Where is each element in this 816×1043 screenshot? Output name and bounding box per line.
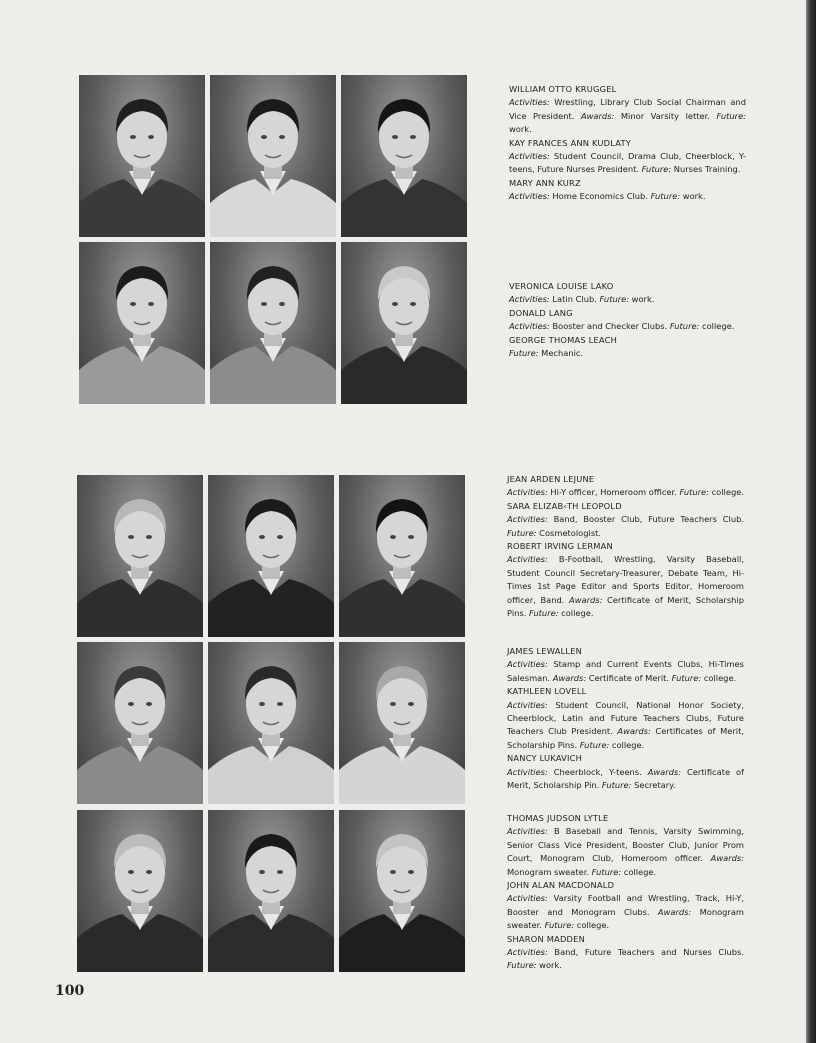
student-entry <box>507 879 744 933</box>
student-name: SHARON MADDEN <box>507 933 585 944</box>
student-entry <box>509 137 746 177</box>
detail-label: Awards: <box>569 594 603 605</box>
student-entry <box>507 812 744 879</box>
detail-label: Activities: <box>509 321 550 332</box>
detail-text: Booster and Checker Clubs. <box>549 321 670 332</box>
student-name: MARY ANN KURZ <box>509 177 581 188</box>
bio-group-3 <box>507 473 744 620</box>
student-details <box>509 347 746 360</box>
detail-label: Future: <box>591 866 622 877</box>
bio-group-2 <box>509 280 746 360</box>
student-name: WILLIAM OTTO KRUGGEL <box>509 84 617 94</box>
detail-text: Varsity Football and Wrestling, Track, Hi-Y, Booster and Monogram Clubs. <box>507 893 744 917</box>
student-name: ROBERT IRVING LERMAN <box>507 541 613 552</box>
detail-label: Future: <box>509 348 539 359</box>
detail-text: college. <box>701 672 737 683</box>
student-entry <box>507 685 744 752</box>
detail-text: Monogram sweater. <box>507 906 745 931</box>
detail-label: Activities: <box>507 826 548 837</box>
portrait-photo <box>339 642 465 804</box>
detail-label: Activities: <box>507 487 548 498</box>
student-entry <box>507 540 744 620</box>
detail-label: Future: <box>599 294 630 305</box>
detail-text: college. <box>609 739 645 750</box>
portrait-photo <box>77 475 203 637</box>
student-entry <box>507 473 744 500</box>
detail-text: Band, Booster Club, Future Teachers Club. <box>547 514 744 525</box>
bio-group-4 <box>507 645 744 792</box>
detail-label: Awards: <box>617 726 651 737</box>
student-name: THOMAS JUDSON LYTLE <box>507 813 609 823</box>
detail-text: Band, Future Teachers and Nurses Clubs. <box>547 947 744 958</box>
detail-label: Awards: <box>657 906 692 917</box>
detail-label: Activities: <box>509 151 550 162</box>
student-entry <box>507 933 744 973</box>
detail-label: Future: <box>601 780 632 791</box>
portrait-photo <box>210 242 336 404</box>
detail-label: Activities: <box>507 514 548 525</box>
detail-text: college. <box>574 920 610 931</box>
detail-text: work. <box>509 124 532 135</box>
detail-text: Student Council, Drama Club, Cheerblock, Y-teens, Future Nurses President. <box>509 151 746 175</box>
bio-group-1 <box>509 83 746 204</box>
detail-text: Certificate of Merit. <box>586 672 672 683</box>
detail-text: work. <box>680 191 706 202</box>
detail-label: Activities: <box>507 766 548 777</box>
detail-label: Future: <box>716 110 746 121</box>
detail-label: Activities: <box>507 554 548 565</box>
portrait-photo <box>208 810 334 972</box>
portrait-photo <box>341 75 467 237</box>
portrait-photo <box>208 475 334 637</box>
detail-label: Activities: <box>509 294 550 305</box>
detail-label: Activities: <box>509 97 550 108</box>
detail-label: Future: <box>579 739 610 750</box>
detail-text: college. <box>621 866 657 877</box>
student-entry <box>509 307 746 334</box>
detail-label: Activities: <box>507 893 548 904</box>
detail-text: Student Council, National Honor Society, Cheerblock, Latin and Future Teachers Clubs, Future Teachers Club President. <box>507 699 744 737</box>
detail-text: B Baseball and Tennis, Varsity Swimming, Senior Class Vice President, Booster Club, Junior Prom Court, Monogram Club, Homeroom officer. <box>507 826 744 864</box>
detail-text: work. <box>629 294 655 305</box>
portrait-photo <box>210 75 336 237</box>
detail-text: Secretary. <box>631 780 676 791</box>
portrait-photo <box>208 642 334 804</box>
detail-label: Future: <box>671 672 702 683</box>
student-details <box>509 96 746 136</box>
student-name: VERONICA LOUISE LAKO <box>509 281 614 291</box>
detail-text: Hi-Y officer, Homeroom officer. <box>547 487 680 498</box>
student-details <box>507 486 744 499</box>
portrait-photo <box>77 642 203 804</box>
detail-label: Awards: <box>647 766 682 777</box>
student-name: NANCY LUKAVICH <box>507 753 583 764</box>
student-name: DONALD LANG <box>509 307 573 318</box>
portrait-photo <box>79 242 205 404</box>
student-entry <box>507 500 744 540</box>
bio-group-5 <box>507 812 744 973</box>
student-details <box>507 553 744 620</box>
student-name: JOHN ALAN MACDONALD <box>507 880 615 891</box>
portrait-photo <box>79 75 205 237</box>
portrait-photo <box>341 242 467 404</box>
student-details <box>509 293 746 306</box>
detail-label: Future: <box>544 920 575 931</box>
detail-text: Certificate of Merit, Scholarship Pin. <box>507 766 744 791</box>
detail-text: B-Football, Wrestling, Varsity Baseball, Student Council Secretary-Treasurer, Debate Team, Hi-Times 1st Page Editor and Sports Editor, Homeroom officer, Band. <box>507 554 744 605</box>
detail-text: Home Economics Club. <box>549 191 651 202</box>
detail-text: Mechanic. <box>538 348 584 359</box>
detail-text: college. <box>708 487 744 498</box>
student-name: GEORGE THOMAS LEACH <box>509 334 618 345</box>
detail-text: Cosmetologist. <box>536 527 602 538</box>
student-details <box>509 190 746 203</box>
page-number: 100 <box>55 983 85 999</box>
student-name: SARA ELIZAB‹TH LEOPOLD <box>507 500 622 511</box>
student-entry <box>509 334 746 361</box>
detail-text: Certificates of Merit, Scholarship Pins. <box>507 726 744 750</box>
detail-text: Certificate of Merit, Scholarship Pins. <box>507 594 744 619</box>
student-name: KAY FRANCES ANN KUDLATY <box>509 137 632 148</box>
student-details <box>507 513 744 540</box>
detail-label: Activities: <box>507 699 548 710</box>
detail-label: Future: <box>507 527 537 538</box>
detail-label: Future: <box>507 960 537 971</box>
detail-label: Activities: <box>509 191 550 202</box>
student-name: JAMES LEWALLEN <box>507 646 583 656</box>
detail-text: college. <box>699 321 735 332</box>
detail-label: Activities: <box>507 659 548 670</box>
detail-text: Nurses Training. <box>671 164 741 175</box>
student-entry <box>509 177 746 204</box>
detail-label: Activities: <box>507 947 548 958</box>
student-details <box>507 825 744 879</box>
student-details <box>507 946 744 973</box>
student-details <box>507 699 744 753</box>
student-details <box>507 766 744 793</box>
detail-label: Awards: <box>552 672 587 683</box>
student-entry <box>509 83 746 137</box>
student-entry <box>507 645 744 685</box>
detail-text: Cheerblock, Y-teens. <box>547 766 648 777</box>
detail-label: Future: <box>641 164 672 175</box>
detail-text: work. <box>536 960 562 971</box>
detail-label: Future: <box>650 191 681 202</box>
detail-label: Awards: <box>580 110 615 121</box>
student-name: KATHLEEN LOVELL <box>507 686 587 697</box>
detail-text: college. <box>558 608 594 619</box>
detail-text: Stamp and Current Events Clubs, Hi-Times Salesman. <box>507 659 744 683</box>
student-entry <box>507 752 744 792</box>
student-details <box>509 320 746 333</box>
student-entry <box>509 280 746 307</box>
student-details <box>507 892 744 932</box>
detail-text: Wrestling, Library Club Social Chairman and Vice President. <box>509 97 746 121</box>
detail-label: Future: <box>679 487 709 498</box>
book-binding-shadow <box>806 0 816 1043</box>
detail-label: Awards: <box>710 853 744 864</box>
detail-label: Future: <box>528 608 559 619</box>
portrait-photo <box>77 810 203 972</box>
detail-label: Future: <box>669 321 700 332</box>
student-details <box>509 150 746 177</box>
detail-text: Monogram sweater. <box>507 866 592 877</box>
detail-text: Minor Varsity letter. <box>614 110 717 121</box>
detail-text: Latin Club. <box>549 294 600 305</box>
student-name: JEAN ARDEN LEJUNE <box>507 474 595 484</box>
student-details <box>507 658 744 685</box>
portrait-photo <box>339 475 465 637</box>
portrait-photo <box>339 810 465 972</box>
